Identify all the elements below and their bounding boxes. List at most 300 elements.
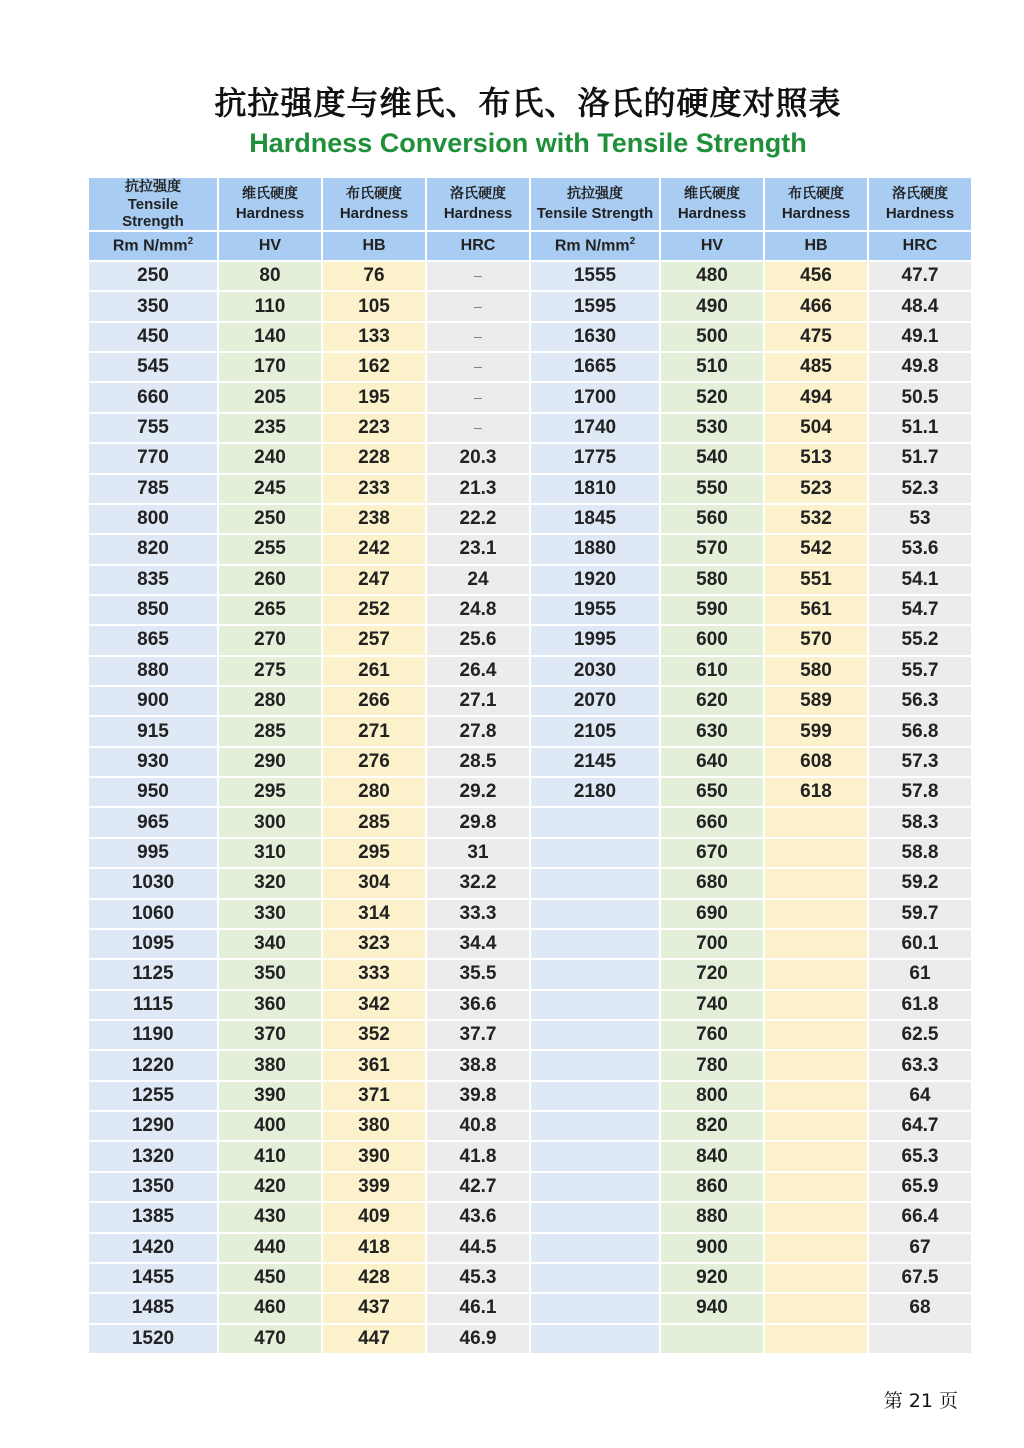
table-cell: 820	[661, 1112, 763, 1140]
table-cell: 409	[323, 1203, 425, 1231]
table-cell: 49.8	[869, 353, 971, 381]
table-cell: 380	[323, 1112, 425, 1140]
table-cell: 965	[89, 808, 217, 836]
table-cell: 250	[89, 262, 217, 290]
table-cell: 600	[661, 626, 763, 654]
header-cell: 布氏硬度 Hardness	[765, 178, 867, 230]
table-cell: 54.7	[869, 596, 971, 624]
table-cell: 247	[323, 566, 425, 594]
table-cell: 260	[219, 566, 321, 594]
table-row	[89, 323, 971, 351]
table-cell	[765, 930, 867, 958]
table-cell: _	[427, 353, 529, 381]
table-cell: 57.8	[869, 778, 971, 806]
table-cell: 700	[661, 930, 763, 958]
table-cell: 314	[323, 900, 425, 928]
table-cell: 915	[89, 717, 217, 745]
table-cell: 550	[661, 475, 763, 503]
table-cell: 39.8	[427, 1082, 529, 1110]
table-cell	[765, 1082, 867, 1110]
table-row	[89, 1051, 971, 1079]
table-cell: 850	[89, 596, 217, 624]
table-cell: 238	[323, 505, 425, 533]
table-cell: 570	[765, 626, 867, 654]
table-row	[89, 1234, 971, 1262]
table-cell: 350	[219, 960, 321, 988]
table-cell: 233	[323, 475, 425, 503]
table-cell	[765, 1112, 867, 1140]
table-cell: 330	[219, 900, 321, 928]
table-cell: 670	[661, 839, 763, 867]
table-row	[89, 808, 971, 836]
table-cell: 45.3	[427, 1264, 529, 1292]
table-cell: 235	[219, 414, 321, 442]
table-cell: 51.7	[869, 444, 971, 472]
table-cell: 513	[765, 444, 867, 472]
table-cell: 47.7	[869, 262, 971, 290]
table-cell: 52.3	[869, 475, 971, 503]
table-cell: 310	[219, 839, 321, 867]
table-cell: 140	[219, 323, 321, 351]
table-row	[89, 383, 971, 411]
table-cell	[765, 839, 867, 867]
table-cell: 60.1	[869, 930, 971, 958]
header-unit-cell: Rm $N/mm^2$	[89, 232, 217, 260]
table-cell: 1845	[531, 505, 659, 533]
table-cell: _	[427, 414, 529, 442]
table-cell: 1385	[89, 1203, 217, 1231]
table-cell: 390	[219, 1082, 321, 1110]
table-cell: 494	[765, 383, 867, 411]
table-cell: 20.3	[427, 444, 529, 472]
table-row	[89, 839, 971, 867]
table-cell: 23.1	[427, 535, 529, 563]
table-cell: 504	[765, 414, 867, 442]
table-row	[89, 1325, 971, 1353]
table-cell	[765, 1294, 867, 1322]
table-cell: 900	[89, 687, 217, 715]
table-cell: 450	[89, 323, 217, 351]
table-cell: 295	[323, 839, 425, 867]
table-cell	[531, 1264, 659, 1292]
header-cell: 抗拉强度 Tensile Strength	[89, 178, 217, 230]
table-cell: 66.4	[869, 1203, 971, 1231]
table-cell: 470	[219, 1325, 321, 1353]
table-cell: 76	[323, 262, 425, 290]
table-cell: 55.2	[869, 626, 971, 654]
table-cell	[765, 1203, 867, 1231]
table-row	[89, 1142, 971, 1170]
table-cell: 1455	[89, 1264, 217, 1292]
table-cell: 58.3	[869, 808, 971, 836]
table-cell: 80	[219, 262, 321, 290]
table-cell: 456	[765, 262, 867, 290]
table-cell	[531, 1234, 659, 1262]
table-cell	[765, 991, 867, 1019]
table-cell: 48.4	[869, 292, 971, 320]
page-number: 第 21 页	[883, 1390, 958, 1412]
table-cell	[531, 1325, 659, 1353]
table-cell: 285	[323, 808, 425, 836]
page-subtitle: Hardness Conversion with Tensile Strength	[249, 128, 807, 158]
table-cell: 1880	[531, 535, 659, 563]
table-cell: 540	[661, 444, 763, 472]
table-cell: 542	[765, 535, 867, 563]
table-cell: 428	[323, 1264, 425, 1292]
table-cell: 133	[323, 323, 425, 351]
table-row	[89, 960, 971, 988]
table-cell: 62.5	[869, 1021, 971, 1049]
table-cell: 22.2	[427, 505, 529, 533]
table-cell: 485	[765, 353, 867, 381]
table-cell: 420	[219, 1173, 321, 1201]
table-cell: 570	[661, 535, 763, 563]
table-cell: 59.2	[869, 869, 971, 897]
header-row-names	[89, 178, 971, 230]
table-cell: 42.7	[427, 1173, 529, 1201]
table-cell: 880	[89, 657, 217, 685]
table-cell: 59.7	[869, 900, 971, 928]
table-cell: 460	[219, 1294, 321, 1322]
table-cell: 261	[323, 657, 425, 685]
table-cell: 835	[89, 566, 217, 594]
table-cell: 37.7	[427, 1021, 529, 1049]
table-cell: 1190	[89, 1021, 217, 1049]
table-cell	[531, 900, 659, 928]
table-cell: 68	[869, 1294, 971, 1322]
table-cell: 1520	[89, 1325, 217, 1353]
table-cell: 640	[661, 748, 763, 776]
table-cell	[531, 1294, 659, 1322]
table-cell: 2105	[531, 717, 659, 745]
table-cell	[531, 1051, 659, 1079]
table-row	[89, 748, 971, 776]
table-cell: 280	[219, 687, 321, 715]
header-unit-cell: HB	[323, 232, 425, 260]
table-cell: 56.3	[869, 687, 971, 715]
table-cell: 580	[661, 566, 763, 594]
table-cell: 520	[661, 383, 763, 411]
table-cell: 1030	[89, 869, 217, 897]
table-cell: 800	[89, 505, 217, 533]
table-cell: 437	[323, 1294, 425, 1322]
table-cell: 162	[323, 353, 425, 381]
table-cell: 1810	[531, 475, 659, 503]
table-cell: 240	[219, 444, 321, 472]
table-cell: 532	[765, 505, 867, 533]
header-cell: 抗拉强度 Tensile Strength	[531, 178, 659, 230]
table-cell: 1995	[531, 626, 659, 654]
table-cell	[765, 1051, 867, 1079]
table-cell: 252	[323, 596, 425, 624]
table-cell: 276	[323, 748, 425, 776]
table-cell: 680	[661, 869, 763, 897]
table-cell: 900	[661, 1234, 763, 1262]
table-cell: 350	[89, 292, 217, 320]
table-cell: 195	[323, 383, 425, 411]
table-cell: 170	[219, 353, 321, 381]
table-cell: 920	[661, 1264, 763, 1292]
table-cell: 995	[89, 839, 217, 867]
table-cell: 490	[661, 292, 763, 320]
table-cell: 49.1	[869, 323, 971, 351]
table-cell: 340	[219, 930, 321, 958]
table-cell	[765, 1264, 867, 1292]
table-cell: 950	[89, 778, 217, 806]
table-cell: 24.8	[427, 596, 529, 624]
header-unit-cell: Rm $N/mm^2$	[531, 232, 659, 260]
table-cell: 24	[427, 566, 529, 594]
table-cell: 1740	[531, 414, 659, 442]
table-cell: 370	[219, 1021, 321, 1049]
table-row	[89, 1082, 971, 1110]
table-cell: 2070	[531, 687, 659, 715]
table-row	[89, 626, 971, 654]
header-cell: 洛氏硬度 Hardness	[427, 178, 529, 230]
table-cell: 561	[765, 596, 867, 624]
table-cell: 510	[661, 353, 763, 381]
table-cell: 64	[869, 1082, 971, 1110]
table-cell: 320	[219, 869, 321, 897]
table-cell: 26.4	[427, 657, 529, 685]
table-cell: 1290	[89, 1112, 217, 1140]
table-cell: 46.1	[427, 1294, 529, 1322]
table-cell: 242	[323, 535, 425, 563]
table-cell	[869, 1325, 971, 1353]
table-cell: 1955	[531, 596, 659, 624]
table-cell: 275	[219, 657, 321, 685]
table-cell: 599	[765, 717, 867, 745]
table-cell: 1320	[89, 1142, 217, 1170]
table-cell: 545	[89, 353, 217, 381]
table-cell: 67	[869, 1234, 971, 1262]
table-cell: 380	[219, 1051, 321, 1079]
table-cell	[531, 1203, 659, 1231]
table-cell: 25.6	[427, 626, 529, 654]
table-cell: 105	[323, 292, 425, 320]
table-cell	[531, 960, 659, 988]
table-cell: 780	[661, 1051, 763, 1079]
table-cell: 54.1	[869, 566, 971, 594]
table-row	[89, 596, 971, 624]
table-cell: 31	[427, 839, 529, 867]
table-cell: 1920	[531, 566, 659, 594]
table-cell: 255	[219, 535, 321, 563]
table-cell: 620	[661, 687, 763, 715]
table-cell	[531, 1082, 659, 1110]
header-cell: 维氏硬度 Hardness	[219, 178, 321, 230]
table-cell: _	[427, 323, 529, 351]
table-cell: 295	[219, 778, 321, 806]
table-cell: 2180	[531, 778, 659, 806]
table-cell: 430	[219, 1203, 321, 1231]
table-cell: 880	[661, 1203, 763, 1231]
table-cell	[765, 960, 867, 988]
table-cell: 755	[89, 414, 217, 442]
table-row	[89, 900, 971, 928]
table-cell: 265	[219, 596, 321, 624]
table-row	[89, 414, 971, 442]
table-row	[89, 778, 971, 806]
table-cell	[661, 1325, 763, 1353]
table-cell: 1595	[531, 292, 659, 320]
table-cell	[531, 869, 659, 897]
table-cell: 205	[219, 383, 321, 411]
table-cell: 27.1	[427, 687, 529, 715]
table-cell: 33.3	[427, 900, 529, 928]
table-cell: 29.8	[427, 808, 529, 836]
table-cell: 290	[219, 748, 321, 776]
table-cell: 690	[661, 900, 763, 928]
table-cell: 55.7	[869, 657, 971, 685]
table-row	[89, 444, 971, 472]
table-row	[89, 535, 971, 563]
table-cell: 51.1	[869, 414, 971, 442]
table-cell: 1060	[89, 900, 217, 928]
table-row	[89, 505, 971, 533]
table-row	[89, 991, 971, 1019]
table-cell: 590	[661, 596, 763, 624]
header-cell: 布氏硬度 Hardness	[323, 178, 425, 230]
table-cell	[531, 808, 659, 836]
table-cell: 58.8	[869, 839, 971, 867]
table-cell: 352	[323, 1021, 425, 1049]
table-cell: 447	[323, 1325, 425, 1353]
table-cell: 630	[661, 717, 763, 745]
table-cell: 720	[661, 960, 763, 988]
table-cell: 865	[89, 626, 217, 654]
table-cell: 740	[661, 991, 763, 1019]
table-cell: 418	[323, 1234, 425, 1262]
table-cell: 860	[661, 1173, 763, 1201]
table-row	[89, 657, 971, 685]
table-cell: 530	[661, 414, 763, 442]
table-cell	[531, 1021, 659, 1049]
table-cell: 1115	[89, 991, 217, 1019]
table-cell: 580	[765, 657, 867, 685]
table-cell: 304	[323, 869, 425, 897]
table-cell: 34.4	[427, 930, 529, 958]
table-cell: 440	[219, 1234, 321, 1262]
header-unit-cell: HB	[765, 232, 867, 260]
table-cell: 610	[661, 657, 763, 685]
header-row-units	[89, 232, 971, 260]
table-cell: 785	[89, 475, 217, 503]
header-unit-cell: HV	[661, 232, 763, 260]
table-cell: 65.3	[869, 1142, 971, 1170]
table-cell	[531, 930, 659, 958]
table-cell: _	[427, 262, 529, 290]
table-cell: 28.5	[427, 748, 529, 776]
table-cell: 61.8	[869, 991, 971, 1019]
table-cell: 2145	[531, 748, 659, 776]
table-cell: 1125	[89, 960, 217, 988]
table-cell: 245	[219, 475, 321, 503]
table-cell: 400	[219, 1112, 321, 1140]
table-cell: 1350	[89, 1173, 217, 1201]
table-cell: 760	[661, 1021, 763, 1049]
table-cell: 523	[765, 475, 867, 503]
table-cell: 223	[323, 414, 425, 442]
table-cell: 333	[323, 960, 425, 988]
table-cell: 67.5	[869, 1264, 971, 1292]
table-cell: 63.3	[869, 1051, 971, 1079]
table-cell: 770	[89, 444, 217, 472]
table-cell: 257	[323, 626, 425, 654]
table-cell	[531, 991, 659, 1019]
table-cell: 323	[323, 930, 425, 958]
table-cell: 1255	[89, 1082, 217, 1110]
table-cell: 270	[219, 626, 321, 654]
table-cell: 50.5	[869, 383, 971, 411]
table-cell: 271	[323, 717, 425, 745]
table-row	[89, 1112, 971, 1140]
table-cell: 27.8	[427, 717, 529, 745]
table-cell: 466	[765, 292, 867, 320]
table-cell: 608	[765, 748, 867, 776]
table-cell: 61	[869, 960, 971, 988]
table-cell: 1775	[531, 444, 659, 472]
table-cell: 57.3	[869, 748, 971, 776]
header-cell: 洛氏硬度 Hardness	[869, 178, 971, 230]
table-cell: 300	[219, 808, 321, 836]
table-cell: 1485	[89, 1294, 217, 1322]
table-row	[89, 353, 971, 381]
table-row	[89, 262, 971, 290]
table-row	[89, 687, 971, 715]
header-unit-cell: HRC	[869, 232, 971, 260]
table-cell: 43.6	[427, 1203, 529, 1231]
table-row	[89, 1264, 971, 1292]
table-cell: 342	[323, 991, 425, 1019]
table-row	[89, 930, 971, 958]
table-cell: 940	[661, 1294, 763, 1322]
table-cell: 1555	[531, 262, 659, 290]
table-cell: 618	[765, 778, 867, 806]
table-row	[89, 1173, 971, 1201]
table-cell: _	[427, 383, 529, 411]
table-cell: 475	[765, 323, 867, 351]
table-cell: 65.9	[869, 1173, 971, 1201]
table-cell: 2030	[531, 657, 659, 685]
table-cell: 551	[765, 566, 867, 594]
table-cell: 360	[219, 991, 321, 1019]
table-cell: 660	[89, 383, 217, 411]
table-cell: 110	[219, 292, 321, 320]
table-cell: 399	[323, 1173, 425, 1201]
table-cell: 228	[323, 444, 425, 472]
table-cell	[531, 839, 659, 867]
table-cell: 250	[219, 505, 321, 533]
table-cell: 589	[765, 687, 867, 715]
table-cell: 560	[661, 505, 763, 533]
header-unit-cell: HRC	[427, 232, 529, 260]
table-cell: 840	[661, 1142, 763, 1170]
table-cell: 1665	[531, 353, 659, 381]
table-cell: 64.7	[869, 1112, 971, 1140]
table-cell: 500	[661, 323, 763, 351]
table-cell: 390	[323, 1142, 425, 1170]
table-cell	[765, 808, 867, 836]
table-row	[89, 869, 971, 897]
table-cell	[765, 1325, 867, 1353]
table-cell: 21.3	[427, 475, 529, 503]
table-row	[89, 1203, 971, 1231]
table-cell	[765, 1173, 867, 1201]
table-cell	[531, 1142, 659, 1170]
table-cell: 1700	[531, 383, 659, 411]
table-cell: 1095	[89, 930, 217, 958]
